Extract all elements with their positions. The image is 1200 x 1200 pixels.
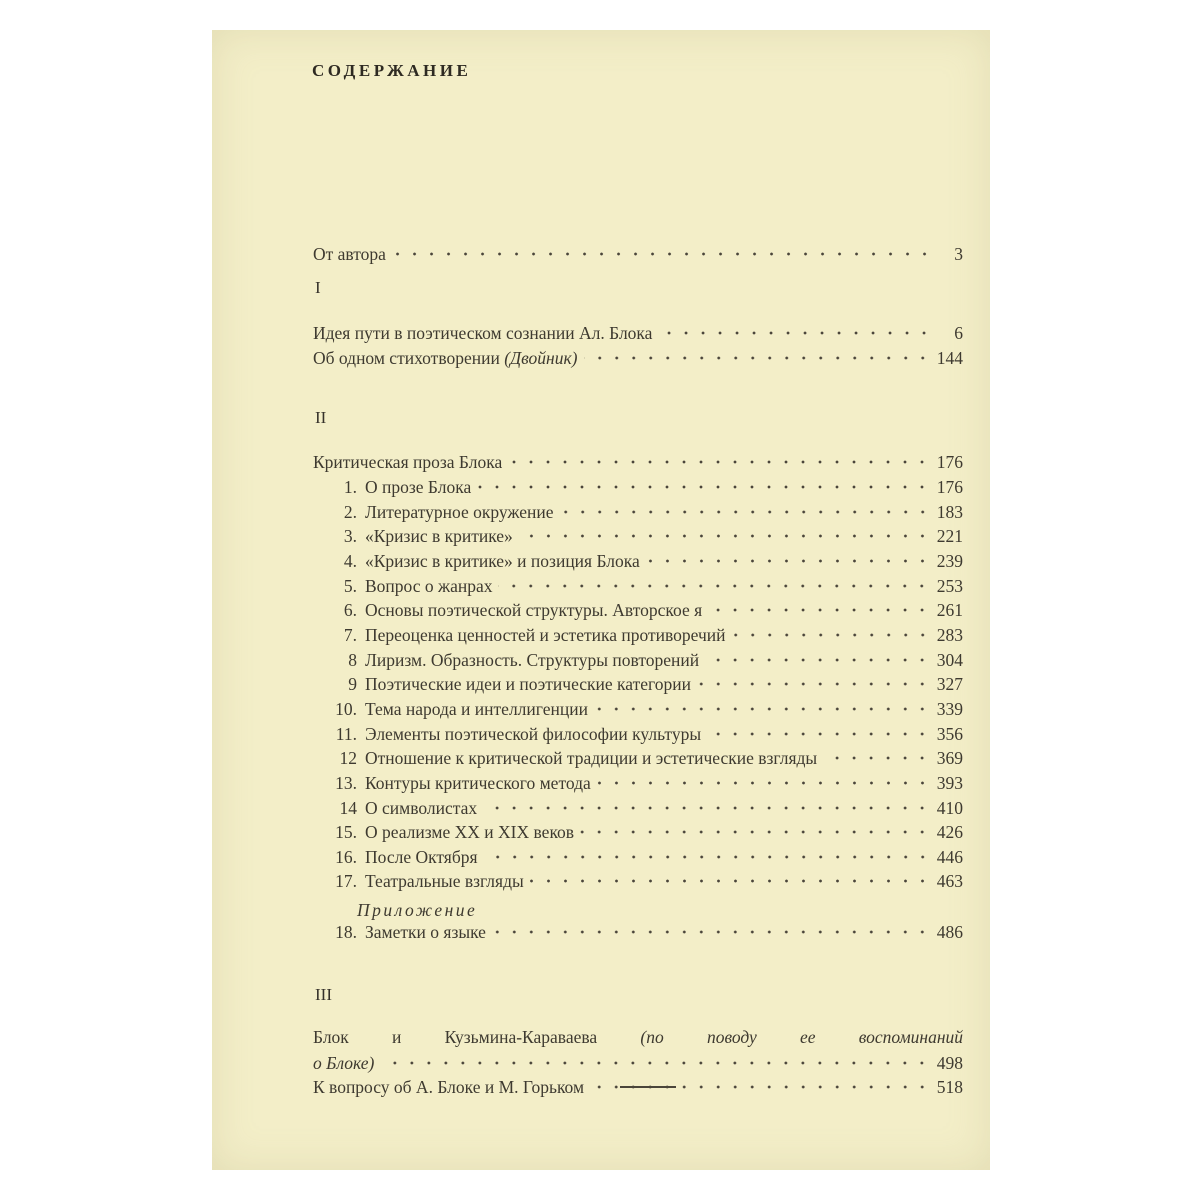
toc-entry[interactable] bbox=[313, 1052, 963, 1074]
dot-leader bbox=[646, 554, 931, 568]
dot-leader bbox=[498, 579, 930, 593]
section-numeral-1: I bbox=[315, 278, 321, 297]
toc-entry-label: Заметки о языке bbox=[365, 922, 486, 942]
chapter-number: 4. bbox=[343, 551, 357, 571]
toc-page-number: 339 bbox=[936, 698, 963, 719]
toc-page-number: 486 bbox=[936, 922, 963, 942]
dot-leader bbox=[594, 702, 931, 716]
dot-leader bbox=[392, 247, 933, 261]
toc-entry[interactable] bbox=[335, 723, 963, 745]
dot-leader bbox=[380, 1056, 930, 1070]
dot-leader bbox=[560, 505, 931, 519]
toc-page-number: 356 bbox=[936, 723, 963, 744]
end-rule bbox=[620, 1086, 676, 1088]
toc-entry-label: Отношение к критической традиции и эстетические взгляды bbox=[365, 748, 818, 769]
toc-entry[interactable] bbox=[313, 451, 963, 473]
toc-entry[interactable] bbox=[335, 501, 963, 523]
toc-entry-label: «Кризис в критике» bbox=[365, 526, 513, 547]
dot-leader bbox=[477, 480, 931, 494]
word: и bbox=[392, 1027, 402, 1047]
word: воспоминаний bbox=[858, 1027, 963, 1047]
appendix-heading: Приложение bbox=[357, 900, 478, 920]
toc-entry-label: Об одном стихотворении (Двойник) bbox=[313, 348, 578, 368]
toc-entry-label: О реализме XX и XIX веков bbox=[365, 822, 575, 843]
section-numeral-2: II bbox=[315, 408, 327, 427]
toc-entry[interactable] bbox=[313, 322, 963, 344]
toc-page-number: 183 bbox=[936, 501, 963, 522]
chapter-number: 17. bbox=[335, 871, 357, 892]
toc-entry[interactable] bbox=[313, 347, 963, 369]
chapter-number: 5. bbox=[343, 575, 357, 596]
word: ее bbox=[799, 1027, 816, 1047]
dot-leader bbox=[580, 825, 931, 839]
toc-entry-italic-label: (Двойник) bbox=[504, 348, 578, 368]
toc-entry[interactable] bbox=[335, 772, 963, 794]
toc-entry-label: Контуры критического метода bbox=[365, 772, 591, 793]
toc-entry[interactable] bbox=[335, 575, 963, 597]
chapter-number: 14 bbox=[339, 797, 357, 818]
toc-page-number: 261 bbox=[936, 600, 963, 621]
toc-entry-label: Идея пути в поэтическом сознании Ал. Блока bbox=[313, 323, 653, 343]
toc-entry-label: Основы поэтической структуры. Авторское я bbox=[365, 600, 703, 621]
chapter-number: 1. bbox=[343, 477, 357, 497]
chapter-number: 12 bbox=[339, 748, 357, 769]
chapter-number: 3. bbox=[343, 526, 357, 547]
dot-leader bbox=[732, 628, 931, 642]
chapter-number: 18. bbox=[335, 922, 357, 942]
word: поводу bbox=[706, 1027, 757, 1047]
chapter-number: 7. bbox=[343, 624, 357, 645]
chapter-number: 16. bbox=[335, 846, 357, 867]
word: Кузьмина-Караваева bbox=[444, 1027, 598, 1047]
dot-leader bbox=[519, 529, 931, 543]
toc-page-number: 176 bbox=[936, 477, 963, 497]
toc-entry[interactable] bbox=[335, 870, 963, 892]
toc-page-number: 369 bbox=[936, 748, 963, 769]
dot-leader bbox=[658, 326, 933, 340]
toc-page-number: 426 bbox=[936, 822, 963, 843]
toc-page-number: 3 bbox=[954, 244, 963, 264]
toc-entry-label: О символистах bbox=[365, 797, 478, 818]
dot-leader bbox=[492, 925, 931, 939]
dot-leader bbox=[705, 653, 931, 667]
toc-entry-label: Критическая проза Блока bbox=[313, 452, 503, 472]
chapter-number: 10. bbox=[335, 698, 357, 719]
toc-entry-label: о Блоке) bbox=[313, 1053, 375, 1073]
toc-page-number: 6 bbox=[954, 323, 963, 343]
toc-entry-intro[interactable] bbox=[313, 243, 963, 265]
toc-entry-label: Лиризм. Образность. Структуры повторений bbox=[365, 649, 700, 670]
toc-page-number: 498 bbox=[936, 1053, 963, 1073]
dot-leader bbox=[823, 751, 931, 765]
book-page bbox=[212, 30, 990, 1170]
chapter-number: 11. bbox=[335, 723, 357, 744]
dot-leader bbox=[708, 603, 931, 617]
toc-page-number: 144 bbox=[936, 348, 963, 368]
toc-page-number: 304 bbox=[936, 649, 963, 670]
toc-entry-label: Переоценка ценностей и эстетика противоречий bbox=[365, 624, 726, 645]
dot-leader bbox=[483, 801, 931, 815]
toc-entry[interactable] bbox=[335, 525, 963, 547]
dot-leader bbox=[484, 850, 931, 864]
toc-entry[interactable] bbox=[335, 797, 963, 819]
page-title: СОДЕРЖАНИЕ bbox=[312, 61, 472, 80]
toc-entry[interactable] bbox=[335, 550, 963, 572]
toc-page-number: 283 bbox=[936, 624, 963, 645]
dot-leader bbox=[508, 455, 931, 469]
toc-page-number: 239 bbox=[936, 551, 963, 571]
toc-entry[interactable] bbox=[335, 747, 963, 769]
toc-entry[interactable] bbox=[335, 624, 963, 646]
toc-entry-label: Тема народа и интеллигенции bbox=[365, 698, 588, 719]
toc-entry[interactable] bbox=[335, 698, 963, 720]
dot-leader bbox=[707, 727, 931, 741]
chapter-number: 9 bbox=[348, 674, 357, 695]
word: (по bbox=[640, 1027, 664, 1047]
toc-entry-appendix[interactable] bbox=[335, 921, 963, 943]
section-numeral-3: III bbox=[315, 985, 332, 1004]
toc-entry-label: Элементы поэтической философии культуры bbox=[365, 723, 702, 744]
toc-page-number: 410 bbox=[936, 797, 963, 818]
toc-entry[interactable] bbox=[335, 649, 963, 671]
dot-leader bbox=[584, 351, 931, 365]
toc-entry-label: Вопрос о жанрах bbox=[365, 575, 493, 596]
toc-page-number: 253 bbox=[936, 575, 963, 596]
toc-entry[interactable] bbox=[335, 673, 963, 695]
toc-entry[interactable] bbox=[335, 476, 963, 498]
toc-entry-label: После Октября bbox=[365, 846, 478, 867]
toc-page-number: 518 bbox=[936, 1077, 963, 1097]
toc-entry[interactable] bbox=[335, 846, 963, 868]
toc-page-number: 176 bbox=[936, 452, 963, 472]
toc-entry-wrapped-line[interactable] bbox=[313, 1027, 963, 1048]
toc-entry[interactable] bbox=[335, 599, 963, 621]
word: Блок bbox=[313, 1027, 349, 1047]
dot-leader bbox=[597, 776, 931, 790]
chapter-number: 8 bbox=[348, 649, 357, 670]
chapter-number: 15. bbox=[335, 822, 357, 843]
toc-entry-label: К вопросу об А. Блоке и М. Горьком bbox=[313, 1077, 585, 1097]
toc-entry-label: «Кризис в критике» и позиция Блока bbox=[365, 551, 640, 571]
toc-page-number: 221 bbox=[936, 526, 963, 547]
toc-entry-label: Поэтические идеи и поэтические категории bbox=[365, 674, 691, 695]
toc-entry[interactable] bbox=[335, 821, 963, 843]
toc-entry-label: Литературное окружение bbox=[365, 501, 554, 522]
toc-page-number: 463 bbox=[936, 871, 963, 892]
toc-page-number: 327 bbox=[936, 674, 963, 695]
chapter-number: 2. bbox=[343, 501, 357, 522]
dot-leader bbox=[697, 677, 931, 691]
chapter-number: 13. bbox=[335, 772, 357, 793]
toc-entry-label: Театральные взгляды bbox=[365, 871, 524, 892]
toc-page-number: 393 bbox=[936, 772, 963, 793]
toc-entry-label: О прозе Блока bbox=[365, 477, 472, 497]
toc-entry-label: От автора bbox=[313, 244, 386, 264]
toc-page-number: 446 bbox=[936, 846, 963, 867]
dot-leader bbox=[530, 874, 931, 888]
chapter-number: 6. bbox=[343, 600, 357, 621]
